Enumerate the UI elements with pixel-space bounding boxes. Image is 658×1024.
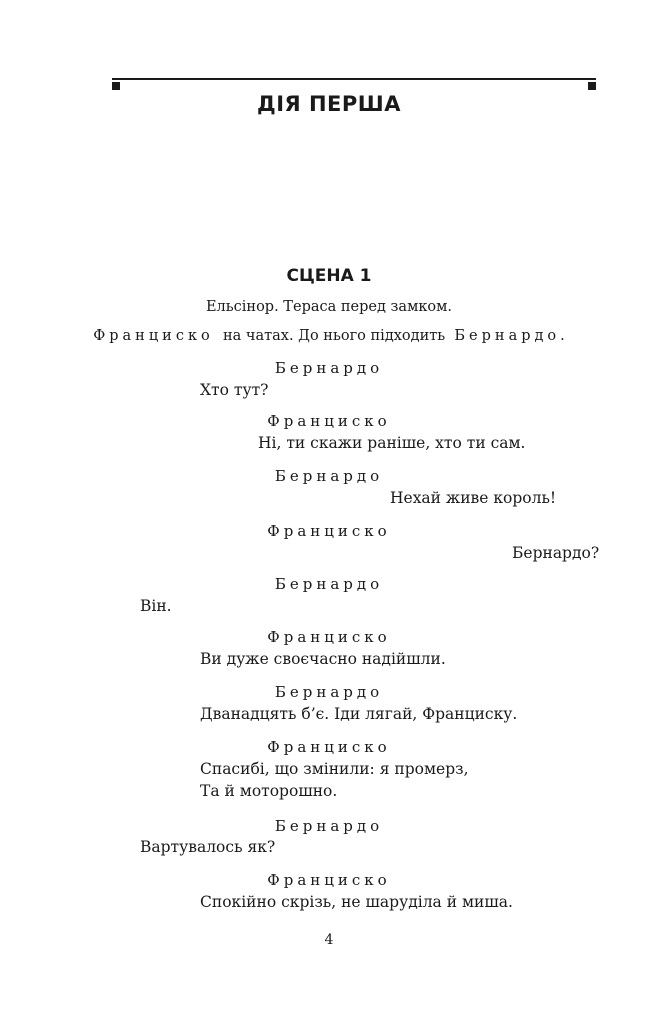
speaker-name: Франциско: [267, 628, 391, 646]
dialogue-line: Дванадцять б’є. Іди лягай, Франциску.: [200, 705, 518, 723]
speaker-name: Бернардо: [274, 467, 384, 485]
rule-end-square-right: [588, 82, 596, 90]
dialogue-line: Ви дуже своєчасно надійшли.: [200, 650, 446, 668]
header-rule: [112, 78, 596, 80]
dialogue-line: Він.: [140, 597, 172, 615]
stage-direction-setting: Ельсінор. Тераса перед замком.: [205, 299, 453, 315]
scene-title: СЦЕНА 1: [286, 266, 372, 286]
stage-direction-entrance: [0, 328, 658, 344]
act-title: ДІЯ ПЕРША: [256, 92, 401, 116]
rule-end-square-left: [112, 82, 120, 90]
stage-direction-end: .: [560, 328, 565, 344]
dialogue-line: Бернардо?: [512, 544, 600, 562]
speaker-name: Бернардо: [274, 359, 384, 377]
speaker-name: Франциско: [267, 738, 391, 756]
speaker-name: Франциско: [267, 412, 391, 430]
page-number: 4: [324, 932, 334, 948]
stage-direction-text: на чатах. До нього підходить: [222, 328, 446, 344]
speaker-name: Франциско: [267, 871, 391, 889]
dialogue-line: Ні, ти скажи раніше, хто ти сам.: [258, 434, 526, 452]
speaker-name: Бернардо: [274, 575, 384, 593]
dialogue-line: Нехай живе король!: [390, 489, 557, 507]
speaker-name: Бернардо: [274, 683, 384, 701]
dialogue-line: Та й моторошно.: [200, 782, 338, 800]
dialogue-line: Спасибі, що змінили: я промерз,: [200, 760, 469, 778]
speaker-name: Бернардо: [274, 817, 384, 835]
stage-name-bernardo: Бернардо: [454, 328, 561, 344]
speaker-name: Франциско: [267, 522, 391, 540]
dialogue-line: Спокійно скрізь, не шаруділа й миша.: [200, 893, 513, 911]
dialogue-line: Хто тут?: [200, 381, 269, 399]
dialogue-line: Вартувалось як?: [140, 838, 276, 856]
stage-name-francisco: Франциско: [93, 328, 214, 344]
